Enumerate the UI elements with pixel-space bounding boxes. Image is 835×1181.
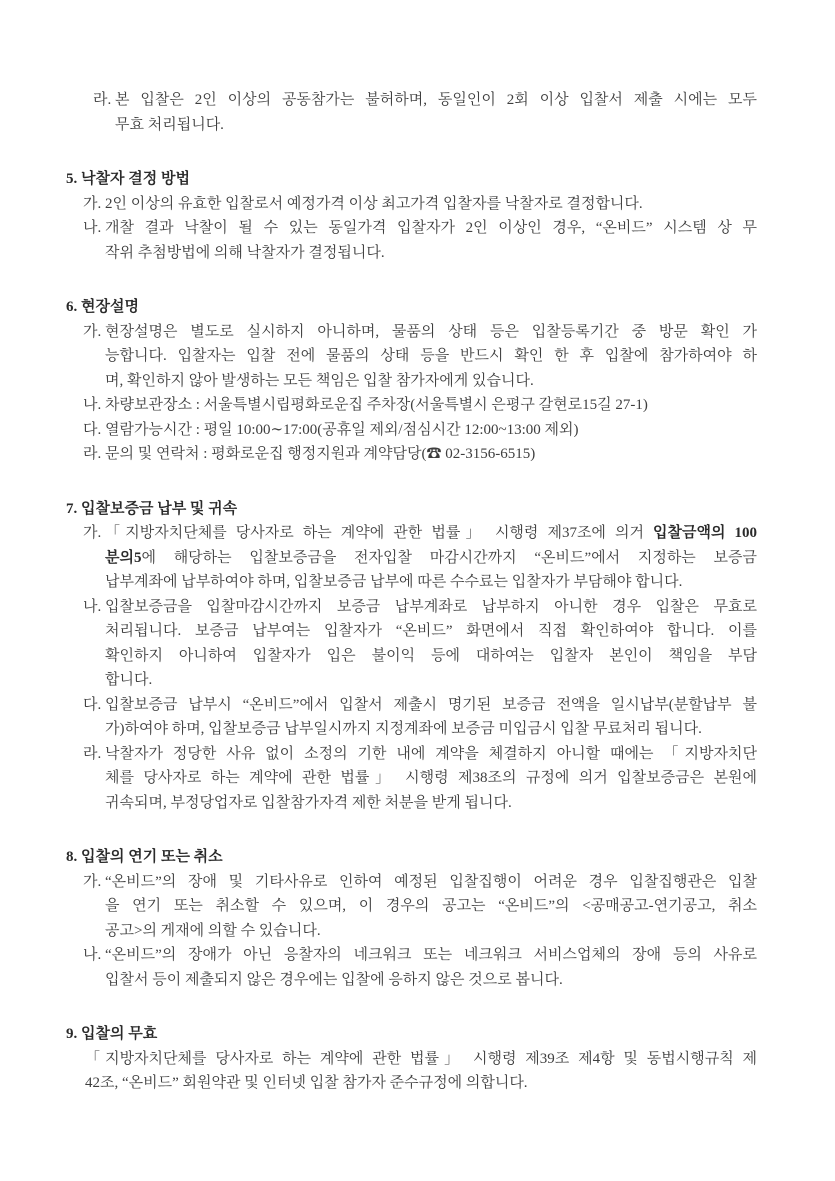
doc-item: [93, 88, 757, 137]
item-body: [105, 521, 757, 595]
doc-item: [83, 393, 757, 418]
item-body: [105, 216, 757, 265]
doc-item: [83, 595, 757, 693]
text-line: [105, 546, 757, 571]
item-label: 나.: [83, 220, 102, 236]
section-items: [66, 88, 757, 137]
item-label: 나.: [83, 397, 102, 413]
text-line: 현장설명은 별도로 실시하지 아니하며, 물품의 상태 등은 입찰등록기간 중 방문 확인 가: [105, 323, 757, 340]
section-intro: [66, 88, 757, 137]
text-segment: 02-3156-6515): [441, 446, 536, 462]
item-label: 다.: [83, 421, 102, 438]
text-line: 개찰 결과 낙찰이 될 수 있는 동일가격 입찰자가 2인 이상인 경우, “온비드” 시스템 상 무: [105, 220, 757, 236]
section-items: [66, 320, 757, 467]
text-line: 공고>의 게재에 의할 수 있습니다.: [105, 922, 321, 939]
item-body: [105, 595, 757, 693]
item-label: 라.: [83, 745, 102, 762]
section-heading: 6. 현장설명: [66, 299, 139, 315]
item-label: 다.: [83, 696, 102, 713]
text-line: 차량보관장소 : 서울특별시립평화로운집 주차장(서울특별시 은평구 갈현로15길 27-1): [105, 397, 648, 413]
section-s5: [66, 167, 757, 265]
text-line: 2인 이상의 유효한 입찰로서 예정가격 이상 최고가격 입찰자를 낙찰자로 결정합니다.: [105, 195, 643, 212]
doc-item: [83, 216, 757, 265]
phone-icon: ☎: [426, 446, 442, 462]
text-line: 가)하여야 하며, 입찰보증금 납부일시까지 지정계좌에 보증금 미입금시 입찰 무료처리 됩니다.: [105, 721, 702, 737]
section-s8: [66, 845, 757, 992]
section-s6: [66, 295, 757, 467]
text-segment: 「지방자치단체를 당사자로 하는 계약에 관한 법률」 시행령 제37조에 의거: [105, 525, 653, 541]
text-line: 무효 처리됩니다.: [115, 116, 224, 133]
section-heading: 9. 입찰의 무효: [66, 1026, 158, 1042]
text-line: 입찰보증금을 입찰마감시간까지 보증금 납부계좌로 납부하지 아니한 경우 입찰은 무효로: [105, 598, 757, 615]
text-line: “온비드”의 장애가 아닌 응찰자의 네크워크 또는 네크워크 서비스업체의 장애 등의 사유로: [105, 947, 757, 963]
text-segment: 문의 및 연락처 : 평화로운집 행정지원과 계약담당(: [105, 446, 427, 462]
item-body: [105, 693, 757, 742]
item-label: 나.: [83, 598, 102, 615]
item-label: 가.: [83, 873, 102, 890]
section-heading: 8. 입찰의 연기 또는 취소: [66, 849, 223, 865]
text-line: 며, 확인하지 않아 발생하는 모든 책임은 입찰 참가자에게 있습니다.: [105, 372, 534, 389]
text-line: 낙찰자가 정당한 사유 없이 소정의 기한 내에 계약을 체결하지 아니할 때에는 「지방자치단: [105, 745, 757, 762]
text-line: 본 입찰은 2인 이상의 공동참가는 불허하며, 동일인이 2회 이상 입찰서 제출 시에는 모두: [115, 92, 757, 108]
doc-item: [83, 521, 757, 595]
section-s9: [66, 1022, 757, 1096]
item-body: [105, 943, 757, 992]
doc-item: [83, 870, 757, 944]
text-line: 입찰서 등이 제출되지 않은 경우에는 입찰에 응하지 않은 것으로 봅니다.: [105, 971, 563, 988]
text-line: 42조, “온비드” 회원약관 및 인터넷 입찰 참가자 준수규정에 의합니다.: [85, 1075, 528, 1091]
item-body: [105, 418, 757, 443]
text-line: 입찰보증금 납부시 “온비드”에서 입찰서 제출시 명기된 보증금 전액을 일시납부(분할납부 불: [105, 696, 757, 713]
text-line: 을 연기 또는 취소할 수 있으며, 이 경우의 공고는 “온비드”의 <공매공고-연기공고, 취소: [105, 898, 757, 914]
text-line: [105, 521, 757, 546]
item-label: 가.: [83, 323, 102, 340]
item-label: 라.: [83, 446, 102, 462]
text-line: 능합니다. 입찰자는 입찰 전에 물품의 상태 등을 반드시 확인 한 후 입찰에 참가하여야 하: [105, 348, 757, 364]
text-line: [105, 442, 757, 467]
text-line: 체를 당사자로 하는 계약에 관한 법률」 시행령 제38조의 규정에 의거 입찰보증금은 본원에: [105, 770, 757, 786]
text-line: 납부계좌에 납부하여야 하며, 입찰보증금 납부에 따른 수수료는 입찰자가 부담해야 합니다.: [105, 574, 683, 590]
section-s7: [66, 497, 757, 816]
bold-text: 입찰금액의 100: [653, 525, 757, 541]
doc-item: [83, 418, 757, 443]
item-label: 가.: [83, 195, 102, 212]
text-line: 처리됩니다. 보증금 납부여는 입찰자가 “온비드” 화면에서 직접 확인하여야 합니다. 이를: [105, 623, 757, 639]
bold-text: 분의5: [105, 549, 142, 566]
doc-item: [83, 192, 757, 217]
section-heading: 7. 입찰보증금 납부 및 귀속: [66, 500, 238, 517]
doc-item: [83, 693, 757, 742]
text-line: 작위 추첨방법에 의해 낙찰자가 결정됩니다.: [105, 244, 385, 261]
doc-item: [83, 442, 757, 467]
item-body: [105, 320, 757, 394]
section-items: [66, 521, 757, 815]
item-body: [105, 742, 757, 816]
item-label: 가.: [83, 525, 102, 541]
text-line: 열람가능시간 : 평일 10:00∼17:00(공휴일 제외/점심시간 12:00~13:00 제외): [105, 421, 579, 438]
text-line: 합니다.: [105, 672, 153, 688]
item-label: 라.: [93, 92, 112, 108]
section-items: [66, 192, 757, 266]
document-body: [66, 88, 757, 1096]
doc-item: [83, 1047, 757, 1096]
item-body: [115, 88, 757, 137]
section-heading: 5. 낙찰자 결정 방법: [66, 171, 190, 187]
text-line: 귀속되며, 부정당업자로 입찰참가자격 제한 처분을 받게 됩니다.: [105, 794, 512, 811]
item-body: [105, 393, 757, 418]
section-items: [66, 870, 757, 993]
item-body: [85, 1047, 757, 1096]
section-items: [66, 1047, 757, 1096]
text-segment: 에 해당하는 입찰보증금을 전자입찰 마감시간까지 “온비드”에서 지정하는 보증금: [141, 549, 757, 566]
item-body: [105, 192, 757, 217]
doc-item: [83, 943, 757, 992]
item-body: [105, 442, 757, 467]
text-line: “온비드”의 장애 및 기타사유로 인하여 예정된 입찰집행이 어려운 경우 입찰집행관은 입찰: [105, 873, 757, 890]
text-line: 「지방자치단체를 당사자로 하는 계약에 관한 법률」 시행령 제39조 제4항 및 동법시행규칙 제: [85, 1050, 757, 1067]
item-body: [105, 870, 757, 944]
item-label: 나.: [83, 947, 102, 963]
doc-item: [83, 320, 757, 394]
doc-item: [83, 742, 757, 816]
text-line: 확인하지 아니하여 입찰자가 입은 불이익 등에 대하여는 입찰자 본인이 책임을 부담: [105, 647, 757, 664]
